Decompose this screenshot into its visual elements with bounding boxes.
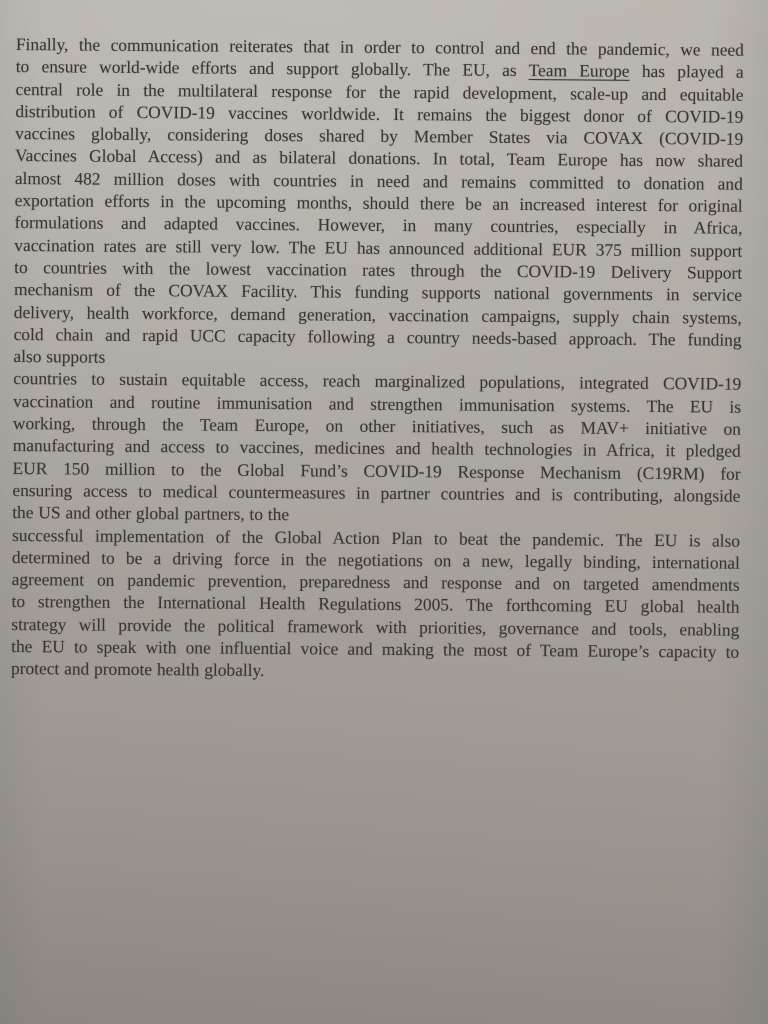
text-line: central role in the multilateral response for the rapid development, scale-up and equitable	[15, 78, 744, 105]
text-line: Finally, the communication reiterates that in order to control and end the pandemic, we need	[15, 33, 744, 60]
text-line: the EU to speak with one influential voice and making the most of Team Europe’s capacity to	[11, 635, 740, 662]
text-line: strategy will provide the political framework with priorities, governance and tools, enabling	[11, 613, 740, 640]
text-line: the US and other global partners, to the	[12, 502, 290, 525]
text-line: mechanism of the COVAX Facility. This funding supports national governments in service	[13, 279, 743, 305]
text-line: distribution of COVID-19 vaccines worldwide. It remains the biggest donor of COVID-19	[15, 100, 744, 127]
text-line: to strengthen the International Health Regulations 2005. The forthcoming EU global health	[11, 591, 740, 618]
text-line: working, through the Team Europe, on other initiatives, such as MAV+ initiative on	[12, 413, 741, 439]
text-line: formulations and adapted vaccines. However, in many countries, especially in Africa,	[14, 212, 743, 239]
text-line: successful implementation of the Global Action Plan to beat the pandemic. The EU is also	[11, 524, 741, 551]
text-line: vaccination and routine immunisation and strengthen immunisation systems. The EU is	[13, 390, 742, 417]
text-line: agreement on pandemic prevention, preparedness and response and on targeted amendments	[11, 569, 740, 595]
document-text	[11, 33, 744, 685]
text-line: protect and promote health globally.	[10, 658, 265, 681]
text-line: cold chain and rapid UCC capacity following a country needs-based approach. The funding	[13, 323, 742, 350]
text-line: manufacturing and access to vaccines, medicines and health technologies in Africa, it pledged	[12, 435, 741, 462]
underlined-text: Team Europe	[528, 60, 630, 82]
text-line: also supports	[13, 346, 106, 367]
text-segment: to ensure world-wide efforts and support globally. The EU, as	[15, 56, 529, 81]
text-line: countries to sustain equitable access, reach marginalized populations, integrated COVID-19	[13, 368, 742, 395]
text-line: delivery, health workforce, demand generation, vaccination campaigns, supply chain systems,	[13, 301, 742, 328]
text-line: almost 482 million doses with countries in need and remains committed to donation and	[14, 167, 743, 194]
text-line: Vaccines Global Access) and as bilateral donations. In total, Team Europe has now shared	[14, 145, 744, 172]
text-line: EUR 150 million to the Global Fund’s COVID-19 Response Mechanism (C19RM) for	[12, 457, 741, 484]
text-line: to countries with the lowest vaccination rates through the COVID-19 Delivery Support	[14, 256, 743, 283]
text-segment: has played a	[629, 61, 744, 83]
text-line: ensuring access to medical countermeasures in partner countries and is contributing, alongside	[12, 479, 741, 506]
text-line: determined to be a driving force in the negotiations on a new, legally binding, international	[11, 546, 740, 573]
text-line: exportation efforts in the upcoming months, should there be an increased interest for original	[14, 190, 743, 216]
text-line: vaccination rates are still very low. The EU has announced additional EUR 375 million support	[14, 234, 743, 261]
text-line: vaccines globally, considering doses shared by Member States via COVAX (COVID-19	[15, 123, 744, 149]
